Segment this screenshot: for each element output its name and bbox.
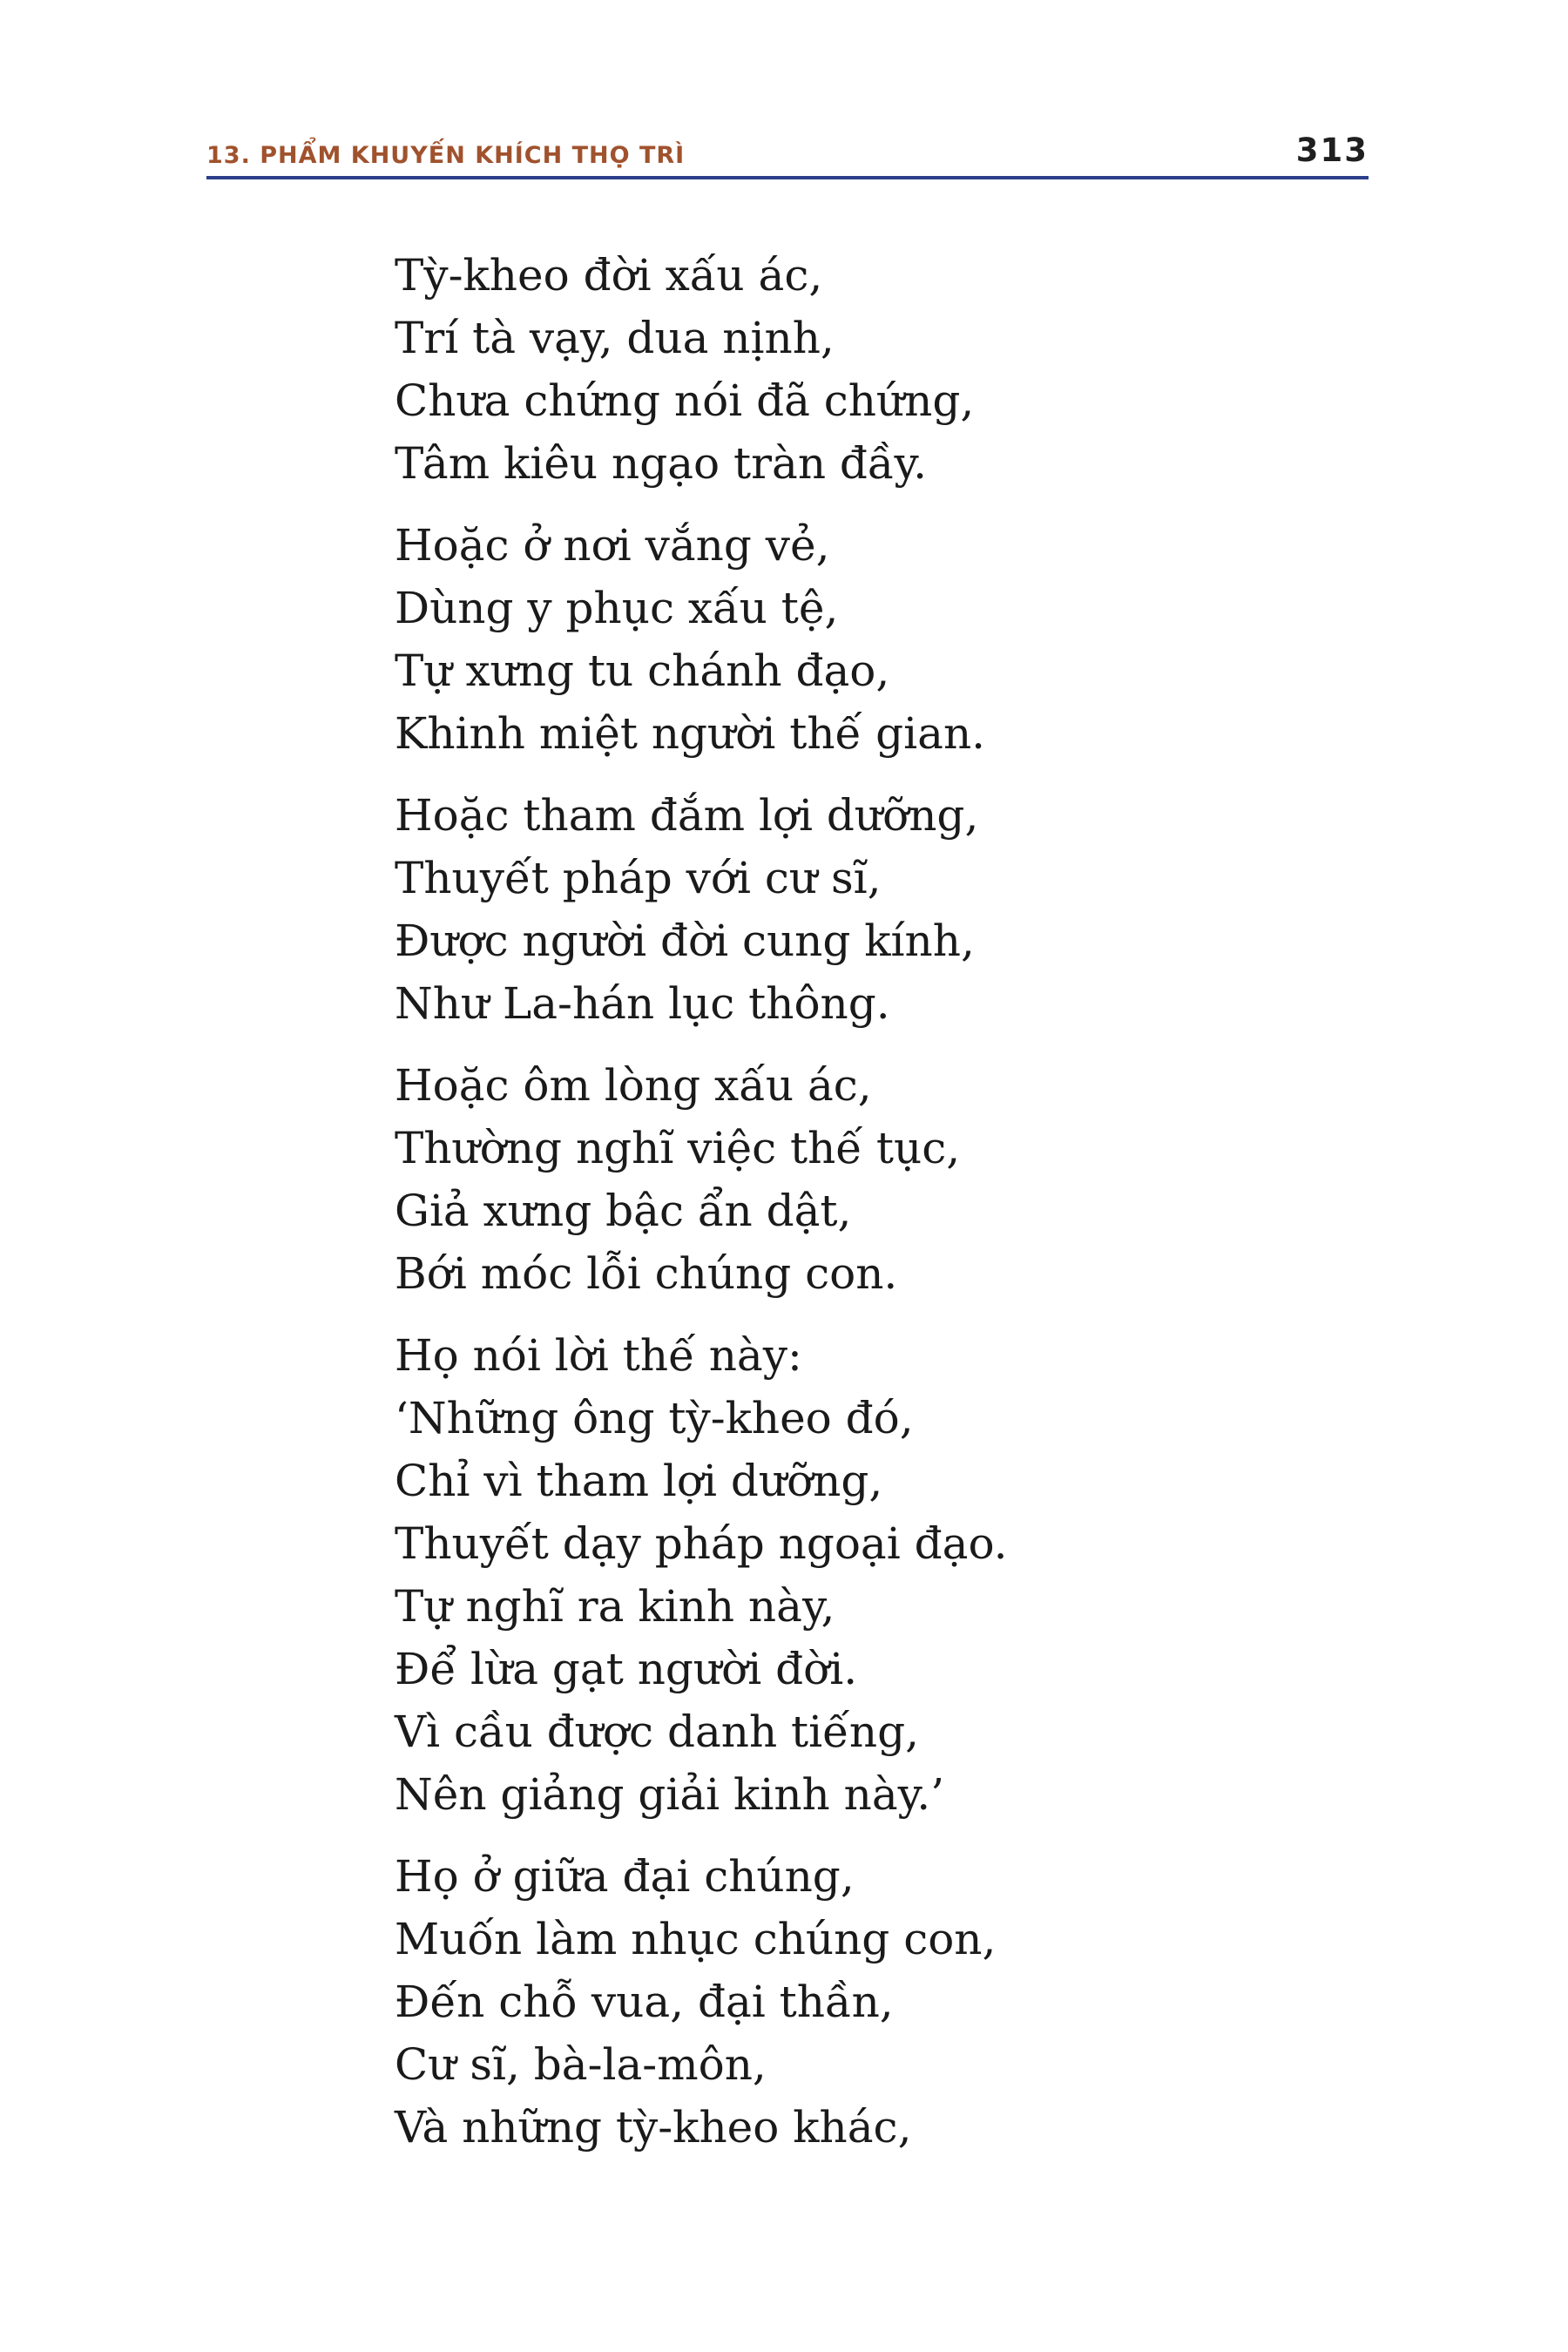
poem-line: Cư sĩ, bà-la-môn,	[395, 2039, 767, 2090]
poem-line: Tỳ-kheo đời xấu ác,	[395, 250, 823, 301]
poem-line: ‘Những ông tỳ-kheo đó,	[395, 1393, 914, 1443]
poem-line: Bới móc lỗi chúng con.	[395, 1248, 898, 1299]
poem-line: Chưa chứng nói đã chứng,	[395, 375, 975, 426]
stanza	[395, 784, 1396, 1035]
running-header	[206, 129, 1369, 179]
poem-line: Hoặc tham đắm lợi dưỡng,	[395, 790, 979, 841]
poem-body	[395, 244, 1396, 2178]
poem-line: Tâm kiêu ngạo tràn đầy.	[395, 438, 928, 489]
poem-line: Nên giảng giải kinh này.’	[395, 1769, 945, 1820]
poem-line: Trí tà vạy, dua nịnh,	[395, 313, 835, 363]
poem-line: Giả xưng bậc ẩn dật,	[395, 1186, 852, 1236]
poem-line: Muốn làm nhục chúng con,	[395, 1914, 997, 1964]
poem-line: Như La-hán lục thông.	[395, 978, 890, 1029]
poem-line: Thuyết pháp với cư sĩ,	[395, 853, 882, 903]
chapter-title: 13. PHẨM KHUYẾN KHÍCH THỌ TRÌ	[206, 142, 686, 169]
poem-line: Để lừa gạt người đời.	[395, 1644, 858, 1694]
poem-line: Và những tỳ-kheo khác,	[395, 2102, 912, 2153]
stanza	[395, 1054, 1396, 1305]
poem-line: Đến chỗ vua, đại thần,	[395, 1977, 894, 2027]
stanza	[395, 244, 1396, 495]
stanza	[395, 514, 1396, 765]
poem-line: Hoặc ôm lòng xấu ác,	[395, 1060, 872, 1111]
poem-line: Chỉ vì tham lợi dưỡng,	[395, 1456, 883, 1506]
poem-line: Họ nói lời thế này:	[395, 1330, 802, 1381]
poem-line: Dùng y phục xấu tệ,	[395, 583, 839, 633]
poem-line: Được người đời cung kính,	[395, 916, 975, 966]
poem-line: Tự xưng tu chánh đạo,	[395, 645, 890, 696]
stanza	[395, 1324, 1396, 1826]
poem-line: Thường nghĩ việc thế tục,	[395, 1123, 961, 1173]
poem-line: Họ ở giữa đại chúng,	[395, 1851, 855, 1902]
poem-line: Thuyết dạy pháp ngoại đạo.	[395, 1518, 1008, 1569]
page-number: 313	[1295, 132, 1369, 169]
stanza	[395, 1845, 1396, 2159]
poem-line: Vì cầu được danh tiếng,	[395, 1707, 920, 1757]
poem-line: Tự nghĩ ra kinh này,	[395, 1581, 835, 1632]
poem-line: Khinh miệt người thế gian.	[395, 708, 986, 759]
header-rule	[206, 176, 1369, 179]
poem-line: Hoặc ở nơi vắng vẻ,	[395, 520, 830, 571]
